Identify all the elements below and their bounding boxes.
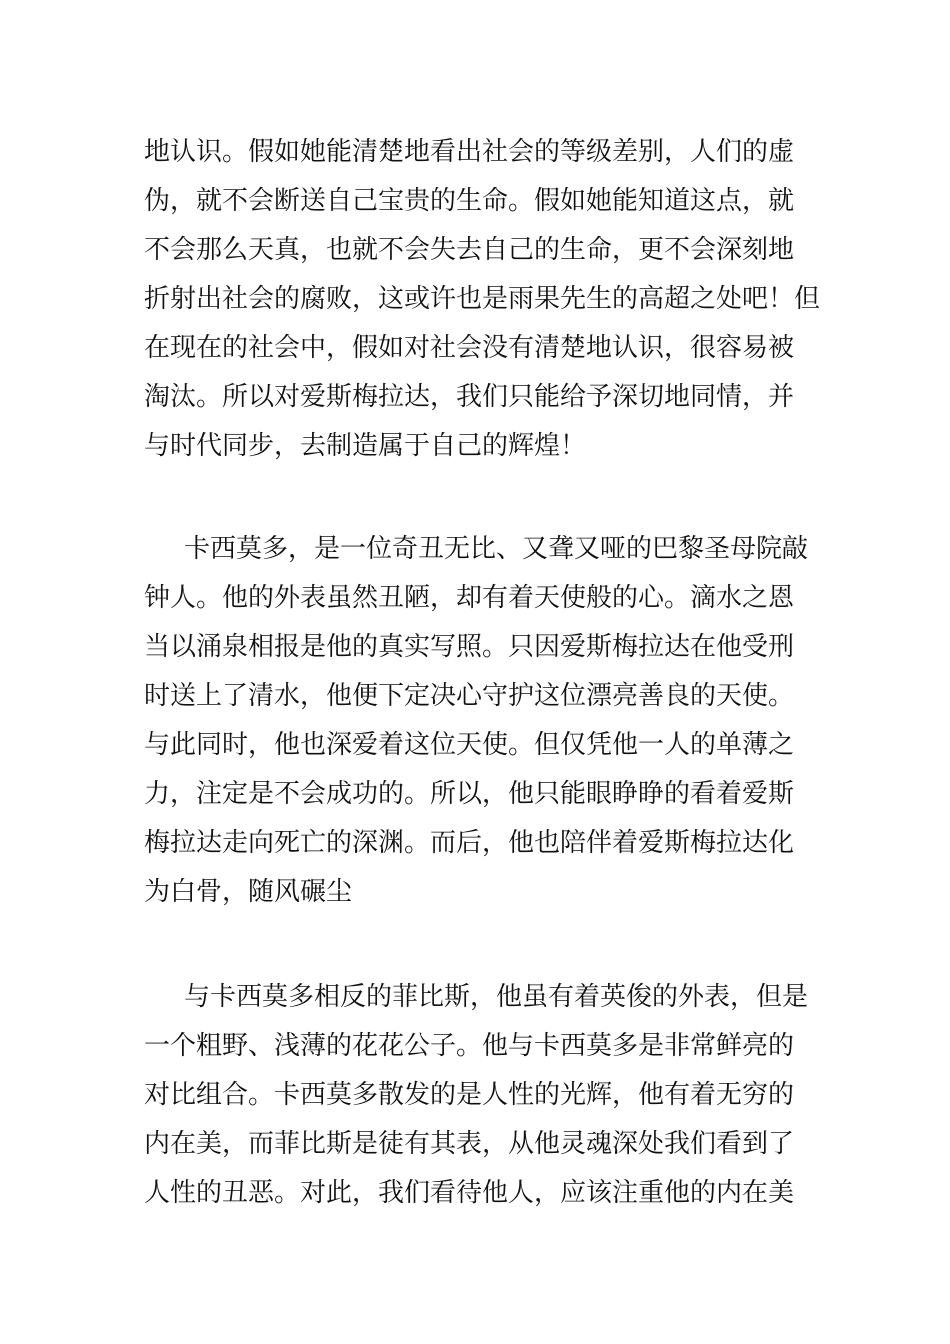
text-line: 对比组合。卡西莫多散发的是人性的光辉，他有着无穷的: [144, 1080, 795, 1110]
text-line: 梅拉达走向死亡的深渊。而后，他也陪伴着爱斯梅拉达化: [144, 828, 795, 858]
text-line: 不会那么天真，也就不会失去自己的生命，更不会深刻地: [144, 235, 795, 265]
text-line: 折射出社会的腐败，这或许也是雨果先生的高超之处吧！但: [144, 284, 821, 314]
text-line: 时送上了清水，他便下定决心守护这位漂亮善良的天使。: [144, 681, 795, 711]
text-line: 与此同时，他也深爱着这位天使。但仅凭他一人的单薄之: [144, 730, 795, 760]
text-line: 内在美，而菲比斯是徒有其表，从他灵魂深处我们看到了: [144, 1129, 795, 1159]
text-line: 一个粗野、浅薄的花花公子。他与卡西莫多是非常鲜亮的: [144, 1031, 795, 1061]
paragraph-phoebus: [144, 973, 808, 1218]
text-line: 地认识。假如她能清楚地看出社会的等级差别，人们的虚: [144, 137, 795, 167]
text-line: 人性的丑恶。对此，我们看待他人，应该注重他的内在美: [144, 1178, 795, 1208]
text-line: 淘汰。所以对爱斯梅拉达，我们只能给予深切地同情，并: [144, 382, 795, 412]
text-line: 与卡西莫多相反的菲比斯，他虽有着英俊的外表，但是: [184, 982, 809, 1012]
paragraph-continuation: [144, 128, 821, 471]
text-line: 为白骨，随风碾尘: [144, 877, 353, 907]
text-line: 钟人。他的外表虽然丑陋，却有着天使般的心。滴水之恩: [144, 583, 795, 613]
text-line: 当以涌泉相报是他的真实写照。只因爱斯梅拉达在他受刑: [144, 632, 795, 662]
text-line: 与时代同步，去制造属于自己的辉煌！: [144, 431, 587, 461]
text-line: 卡西莫多，是一位奇丑无比、又聋又哑的巴黎圣母院敲: [184, 534, 809, 564]
paragraph-quasimodo: [144, 525, 808, 917]
text-line: 在现在的社会中，假如对社会没有清楚地认识，很容易被: [144, 333, 795, 363]
text-line: 力，注定是不会成功的。所以，他只能眼睁睁的看着爱斯: [144, 779, 795, 809]
text-line: 伪，就不会断送自己宝贵的生命。假如她能知道这点，就: [144, 186, 795, 216]
